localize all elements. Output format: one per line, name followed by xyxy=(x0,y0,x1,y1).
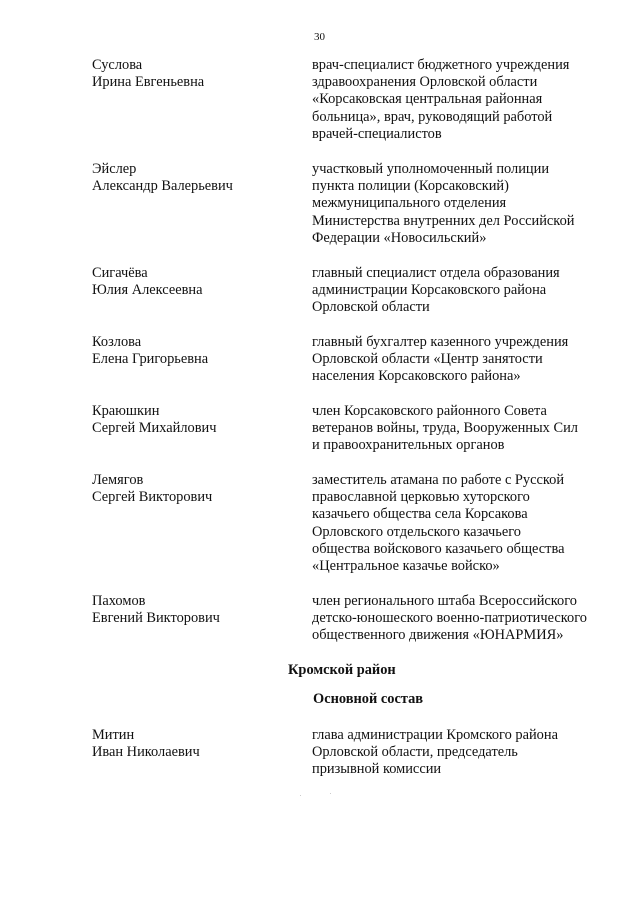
member-role xyxy=(312,727,612,779)
member-name xyxy=(92,57,302,91)
role-line: здравоохранения Орловской области xyxy=(312,74,538,91)
member-name xyxy=(92,265,302,299)
section-subtitle: Основной состав xyxy=(313,691,424,707)
member-surname: Краюшкин xyxy=(92,403,160,419)
member-role xyxy=(312,334,612,386)
role-line: Орловской области xyxy=(312,299,430,316)
member-name xyxy=(92,161,302,195)
role-line: участковый уполномоченный полиции xyxy=(312,161,550,177)
role-line: больница», врач, руководящий работой xyxy=(312,108,553,125)
role-line: православной церковью хуторского xyxy=(312,489,530,506)
member-role xyxy=(312,265,612,317)
role-line: глава администрации Кромского района xyxy=(312,727,558,743)
role-line: призывной комиссии xyxy=(312,761,442,778)
role-line: член Корсаковского районного Совета xyxy=(312,403,547,419)
member-surname: Эйслер xyxy=(92,161,137,177)
member-role xyxy=(312,403,612,455)
scan-speck xyxy=(330,793,331,794)
member-name xyxy=(92,403,302,437)
district-heading: Кромской район xyxy=(288,662,396,678)
role-line: и правоохранительных органов xyxy=(312,437,505,454)
role-line: казачьего общества села Корсакова xyxy=(312,506,528,523)
role-line: ветеранов войны, труда, Вооруженных Сил xyxy=(312,420,578,437)
role-line: общества войскового казачьего общества xyxy=(312,540,565,557)
member-given-name: Иван Николаевич xyxy=(92,744,200,761)
scan-speck xyxy=(300,795,301,796)
role-line: «Центральное казачье войско» xyxy=(312,558,500,575)
member-given-name: Евгений Викторович xyxy=(92,610,220,627)
role-line: главный бухгалтер казенного учреждения xyxy=(312,334,569,350)
role-line: врач-специалист бюджетного учреждения xyxy=(312,57,570,73)
member-name xyxy=(92,334,302,368)
member-name xyxy=(92,727,302,761)
role-line: врачей-специалистов xyxy=(312,125,442,142)
member-surname: Козлова xyxy=(92,334,142,350)
member-given-name: Елена Григорьевна xyxy=(92,351,209,368)
member-surname: Пахомов xyxy=(92,593,146,609)
member-given-name: Сергей Викторович xyxy=(92,489,213,506)
member-role xyxy=(312,593,612,645)
role-line: «Корсаковская центральная районная xyxy=(312,91,543,108)
role-line: Орловского отдельского казачьего xyxy=(312,523,521,540)
member-given-name: Александр Валерьевич xyxy=(92,178,233,195)
role-line: Министерства внутренних дел Российской xyxy=(312,212,575,229)
member-name xyxy=(92,593,302,627)
role-line: Федерации «Новосильский» xyxy=(312,229,487,246)
member-given-name: Ирина Евгеньевна xyxy=(92,74,205,91)
member-given-name: Сергей Михайлович xyxy=(92,420,217,437)
role-line: заместитель атамана по работе с Русской xyxy=(312,472,565,488)
member-role xyxy=(312,472,612,575)
role-line: главный специалист отдела образования xyxy=(312,265,560,281)
page-number: 30 xyxy=(314,31,325,43)
member-surname: Сигачёва xyxy=(92,265,148,281)
role-line: детско-юношеского военно-патриотического xyxy=(312,610,587,627)
role-line: пункта полиции (Корсаковский) xyxy=(312,178,509,195)
role-line: общественного движения «ЮНАРМИЯ» xyxy=(312,627,564,644)
member-surname: Митин xyxy=(92,727,135,743)
member-role xyxy=(312,161,612,247)
role-line: Орловской области «Центр занятости xyxy=(312,351,543,368)
role-line: член регионального штаба Всероссийского xyxy=(312,593,577,609)
member-surname: Лемягов xyxy=(92,472,144,488)
member-name xyxy=(92,472,302,506)
role-line: населения Корсаковского района» xyxy=(312,368,521,385)
role-line: межмуниципального отделения xyxy=(312,195,507,212)
member-role xyxy=(312,57,612,143)
role-line: Орловской области, председатель xyxy=(312,744,518,761)
member-surname: Суслова xyxy=(92,57,143,73)
role-line: администрации Корсаковского района xyxy=(312,282,547,299)
member-given-name: Юлия Алексеевна xyxy=(92,282,203,299)
